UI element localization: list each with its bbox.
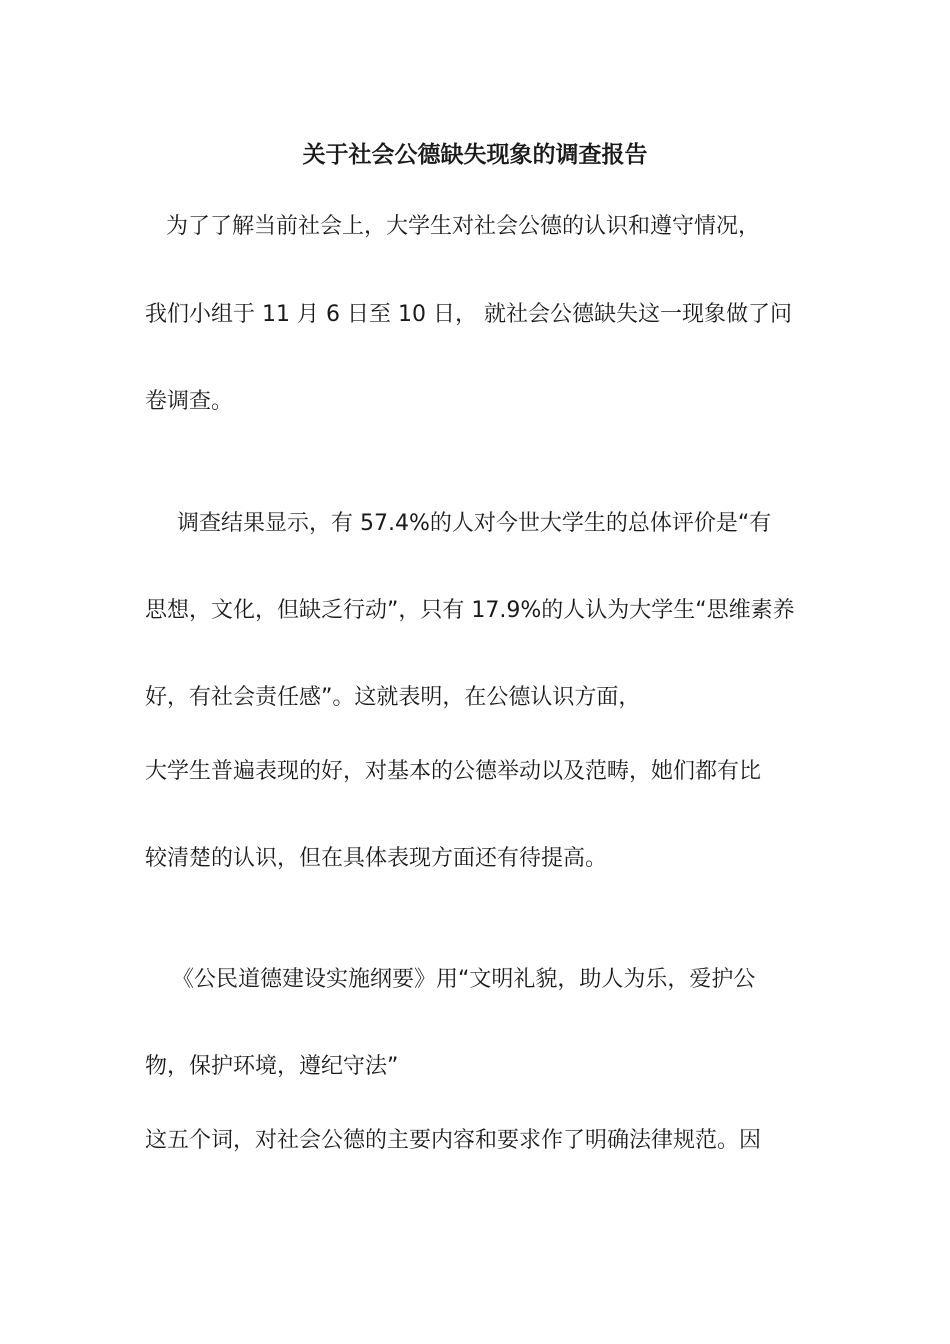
paragraph-1-line-3: 卷调查。 bbox=[145, 389, 234, 414]
paragraph-2-line-2: 思想，文化，但缺乏行动”，只有 17.9%的人认为大学生“思维素养 bbox=[145, 598, 795, 623]
paragraph-2-line-1: 调查结果显示，有 57.4%的人对今世大学生的总体评价是“有 bbox=[177, 511, 772, 536]
paragraph-2-line-3: 好，有社会责任感”。这就表明，在公德认识方面， bbox=[145, 685, 641, 710]
paragraph-3-line-3: 这五个词，对社会公德的主要内容和要求作了明确法律规范。因 bbox=[145, 1128, 762, 1153]
paragraph-2-line-5: 较清楚的认识，但在具体表现方面还有待提高。 bbox=[145, 846, 608, 871]
paragraph-1-line-1: 为了了解当前社会上，大学生对社会公德的认识和遵守情况， bbox=[166, 214, 761, 239]
paragraph-1-line-2: 我们小组于 11 月 6 日至 10 日， 就社会公德缺失这一现象做了问 bbox=[145, 302, 792, 327]
paragraph-3-line-2: 物，保护环境，遵纪守法” bbox=[145, 1054, 399, 1079]
document-title: 关于社会公德缺失现象的调查报告 bbox=[302, 142, 648, 168]
paragraph-3-line-1: 《公民道德建设实施纲要》用“文明礼貌，助人为乐，爱护公 bbox=[172, 967, 756, 992]
paragraph-2-line-4: 大学生普遍表现的好，对基本的公德举动以及范畴，她们都有比 bbox=[145, 759, 762, 784]
